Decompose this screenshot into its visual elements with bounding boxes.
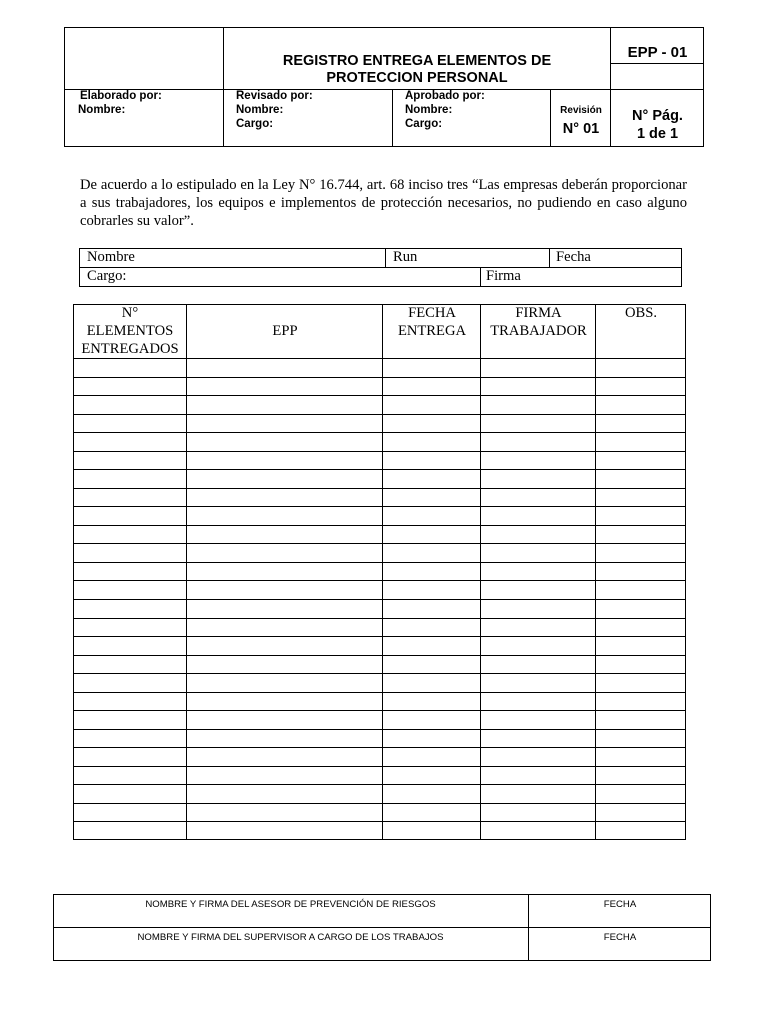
- supervisor-fecha[interactable]: FECHA: [603, 932, 637, 943]
- revision-label: Revisión: [560, 105, 602, 116]
- col-header-elementos: [73, 304, 187, 358]
- header-line: FIRMA: [515, 305, 562, 321]
- worker-info-divider: [549, 248, 550, 267]
- table-row[interactable]: [73, 673, 686, 692]
- revision-number: N° 01: [562, 121, 600, 137]
- table-row[interactable]: [73, 747, 686, 766]
- worker-info-divider: [480, 267, 481, 287]
- revisado-label: Revisado por:: [236, 90, 313, 102]
- asesor-fecha[interactable]: FECHA: [603, 899, 637, 910]
- elaborado-label: Elaborado por:: [80, 90, 162, 102]
- signature-divider: [53, 927, 711, 928]
- table-row[interactable]: [73, 488, 686, 507]
- header-divider: [392, 89, 393, 147]
- table-row[interactable]: [73, 469, 686, 488]
- header-divider: [550, 89, 551, 147]
- nombre-field[interactable]: Nombre: [87, 249, 135, 265]
- table-row[interactable]: [73, 766, 686, 785]
- elaborado-nombre: Nombre:: [78, 104, 126, 116]
- table-row[interactable]: [73, 395, 686, 414]
- table-row[interactable]: [73, 414, 686, 433]
- table-row[interactable]: [73, 636, 686, 655]
- supervisor-signature[interactable]: NOMBRE Y FIRMA DEL SUPERVISOR A CARGO DE LOS TRABAJOS: [137, 932, 444, 943]
- table-row[interactable]: [73, 821, 686, 840]
- col-header-obs: OBS.: [624, 305, 658, 321]
- header-line: ELEMENTOS: [86, 323, 174, 339]
- title-line: PROTECCION PERSONAL: [326, 70, 508, 86]
- firma-field[interactable]: Firma: [486, 268, 521, 284]
- aprobado-cargo: Cargo:: [405, 118, 443, 130]
- page-count: 1 de 1: [636, 126, 679, 142]
- table-row[interactable]: [73, 358, 686, 377]
- col-header-epp: EPP: [272, 323, 298, 339]
- table-row[interactable]: [73, 580, 686, 599]
- revisado-cargo: Cargo:: [236, 118, 274, 130]
- table-row[interactable]: [73, 377, 686, 396]
- table-row[interactable]: [73, 599, 686, 618]
- table-row[interactable]: [73, 710, 686, 729]
- header-line: N°: [121, 305, 139, 321]
- table-row[interactable]: [73, 451, 686, 470]
- col-header-firma-trabajador: [481, 304, 596, 340]
- header-line: ENTREGA: [397, 323, 467, 339]
- page-number: [611, 107, 704, 143]
- table-row[interactable]: [73, 803, 686, 822]
- table-row[interactable]: [73, 543, 686, 562]
- table-row[interactable]: [73, 506, 686, 525]
- document-code: EPP - 01: [627, 44, 688, 61]
- header-divider: [223, 89, 224, 147]
- intro-paragraph: De acuerdo a lo estipulado en la Ley N° 16.744, art. 68 inciso tres “Las empresas deberán proporcionar a sus trabajadores, los equipos e implementos de protección necesarios, no pudiendo en caso alguno cobrarles su valor”.: [80, 177, 687, 229]
- worker-info-divider: [385, 248, 386, 267]
- table-row[interactable]: [73, 525, 686, 544]
- revisado-nombre: Nombre:: [236, 104, 284, 116]
- worker-info-divider: [79, 267, 682, 268]
- col-header-fecha-entrega: [383, 304, 481, 340]
- run-field[interactable]: Run: [393, 249, 418, 265]
- fecha-field[interactable]: Fecha: [556, 249, 591, 265]
- document-title: [224, 53, 610, 87]
- asesor-signature[interactable]: NOMBRE Y FIRMA DEL ASESOR DE PREVENCIÓN DE RIESGOS: [145, 899, 436, 910]
- page-label: N° Pág.: [632, 108, 683, 124]
- header-line: TRABAJADOR: [490, 323, 587, 339]
- table-row[interactable]: [73, 655, 686, 674]
- table-row[interactable]: [73, 618, 686, 637]
- table-row[interactable]: [73, 562, 686, 581]
- aprobado-label: Aprobado por:: [405, 90, 485, 102]
- header-line: FECHA: [408, 305, 456, 321]
- title-line: REGISTRO ENTREGA ELEMENTOS DE: [282, 53, 552, 69]
- cargo-field[interactable]: Cargo:: [87, 268, 127, 284]
- table-row[interactable]: [73, 729, 686, 748]
- table-row[interactable]: [73, 432, 686, 451]
- table-row[interactable]: [73, 784, 686, 803]
- header-line: ENTREGADOS: [81, 341, 179, 357]
- aprobado-nombre: Nombre:: [405, 104, 453, 116]
- table-row[interactable]: [73, 692, 686, 711]
- header-divider: [611, 63, 704, 64]
